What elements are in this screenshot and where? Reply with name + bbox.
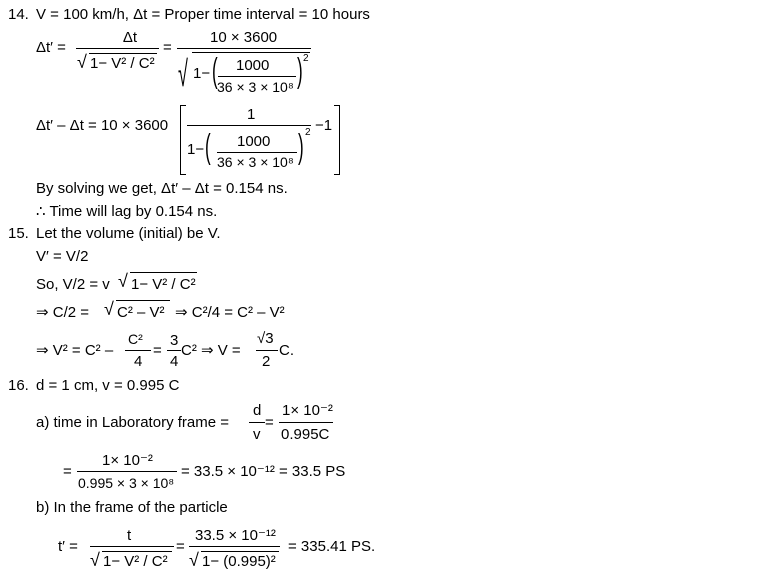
- power-2b: 2: [305, 127, 311, 138]
- problem-15-statement: Let the volume (initial) be V.: [36, 225, 221, 242]
- v-squared-mid: C² ⇒ V =: [181, 342, 241, 359]
- power-2: 2: [303, 53, 309, 64]
- c-half-suffix: ⇒ C²/4 = C² – V²: [175, 304, 285, 321]
- right-bracket: [334, 105, 340, 175]
- frac2-numerator: 10 × 3600: [210, 29, 278, 46]
- equals-15: =: [153, 342, 162, 359]
- part-a-label: a) time in Laboratory frame =: [36, 414, 230, 431]
- diff-one-minus: 1−: [187, 141, 205, 158]
- left-paren: (: [212, 52, 218, 90]
- so-line-prefix: So, V/2 = v: [36, 276, 110, 293]
- sqrt-overline-3: [116, 300, 170, 301]
- sqrt-icon-4: √: [90, 550, 100, 570]
- frac-root3-bar: [256, 350, 278, 351]
- frac-a3-num: 1× 10⁻²: [102, 452, 153, 469]
- frac-3-den: 4: [170, 353, 179, 370]
- frac-root3-den: 2: [262, 353, 271, 370]
- diff-lhs: Δt′ – Δt = 10 × 3600: [36, 117, 169, 134]
- frac-a2-den: 0.995C: [281, 426, 330, 443]
- v-squared-prefix: ⇒ V² = C² –: [36, 342, 114, 359]
- sqrt-icon-5: √: [189, 550, 199, 570]
- left-paren-2: (: [205, 128, 211, 166]
- inner-one-minus: 1−: [193, 65, 211, 82]
- conclusion-line: ∴ Time will lag by 0.154 ns.: [36, 203, 218, 220]
- frac-root3-num: √3: [257, 330, 274, 347]
- frac-b2-bar: [189, 546, 280, 547]
- inner-denominator: 36 × 3 × 10⁸: [217, 79, 294, 95]
- big-sqrt-icon: √: [178, 53, 188, 94]
- diff-inner-numerator: 1000: [237, 133, 271, 150]
- part-b-label: b) In the frame of the particle: [36, 499, 228, 516]
- diff-inner-denominator: 36 × 3 × 10⁸: [217, 154, 294, 170]
- c-half-prefix: ⇒ C/2 =: [36, 304, 90, 321]
- sqrt-icon-3: √: [104, 299, 114, 319]
- problem-16-statement: d = 1 cm, v = 0.995 C: [36, 377, 180, 394]
- frac-d-num: d: [253, 402, 262, 419]
- right-paren: ): [297, 52, 303, 90]
- frac-3-bar: [167, 350, 181, 351]
- result-line: By solving we get, Δt′ – Δt = 0.154 ns.: [36, 180, 288, 197]
- frac-t-num: t: [127, 527, 132, 544]
- frac-b2-num: 33.5 × 10⁻¹²: [195, 527, 276, 544]
- sqrt-overline-5: [201, 551, 279, 552]
- diff-inner-bar: [217, 152, 297, 153]
- frac-c2-bar: [125, 350, 151, 351]
- frac-a2-bar: [279, 422, 333, 423]
- frac-3-num: 3: [170, 332, 179, 349]
- frac-d-bar: [249, 422, 265, 423]
- frac2-bar: [177, 48, 311, 49]
- equals-16b: =: [176, 538, 185, 555]
- inner-numerator: 1000: [236, 57, 270, 74]
- frac-c2-num: C²: [128, 331, 143, 347]
- t-prime-lhs: t′ =: [58, 538, 78, 555]
- diff-numerator: 1: [247, 106, 256, 123]
- problem-15-number: 15.: [8, 225, 29, 242]
- equals-16a: =: [265, 414, 274, 431]
- result-16b: = 335.41 PS.: [288, 538, 376, 555]
- left-bracket: [180, 105, 186, 175]
- right-paren-2: ): [298, 128, 304, 166]
- frac-d-den: v: [253, 426, 261, 443]
- frac-a2-num: 1× 10⁻²: [282, 402, 333, 419]
- v-prime-line: V′ = V/2: [36, 248, 89, 265]
- frac-a3-den: 0.995 × 3 × 10⁸: [78, 475, 175, 491]
- sqrt-icon: √: [77, 52, 87, 72]
- frac1-numerator: Δt: [122, 29, 138, 46]
- c-half-radicand: C² – V²: [117, 304, 165, 321]
- result-16a: = 33.5 × 10⁻¹² = 33.5 PS: [181, 463, 346, 480]
- v-squared-end: C.: [279, 342, 294, 359]
- equals-sign: =: [163, 39, 172, 56]
- frac-a3-bar: [77, 471, 177, 472]
- diff-bar: [187, 125, 311, 126]
- frac-t-bar: [90, 546, 174, 547]
- sqrt-icon-2: √: [118, 271, 128, 291]
- frac-c2-den: 4: [134, 353, 143, 370]
- sqrt-overline-4: [102, 551, 172, 552]
- problem-14-number: 14.: [8, 6, 29, 23]
- sqrt-overline-2: [130, 272, 197, 273]
- problem-16-number: 16.: [8, 377, 29, 394]
- minus-one: −1: [315, 117, 333, 134]
- so-line-radicand: 1− V² / C²: [131, 276, 196, 293]
- equals-16a2: =: [63, 463, 72, 480]
- dt-prime-lhs: Δt′ =: [36, 39, 66, 56]
- sqrt-overline: [89, 53, 157, 54]
- problem-14-statement: V = 100 km/h, Δt = Proper time interval = 10 hours: [36, 6, 370, 23]
- frac1-bar: [76, 48, 159, 49]
- big-sqrt-overline: [192, 52, 310, 53]
- frac-t-den: 1− V² / C²: [103, 553, 168, 570]
- frac-b2-den: 1− (0.995)²: [202, 553, 276, 570]
- inner-bar: [218, 76, 296, 77]
- frac1-denominator: 1− V² / C²: [90, 55, 155, 72]
